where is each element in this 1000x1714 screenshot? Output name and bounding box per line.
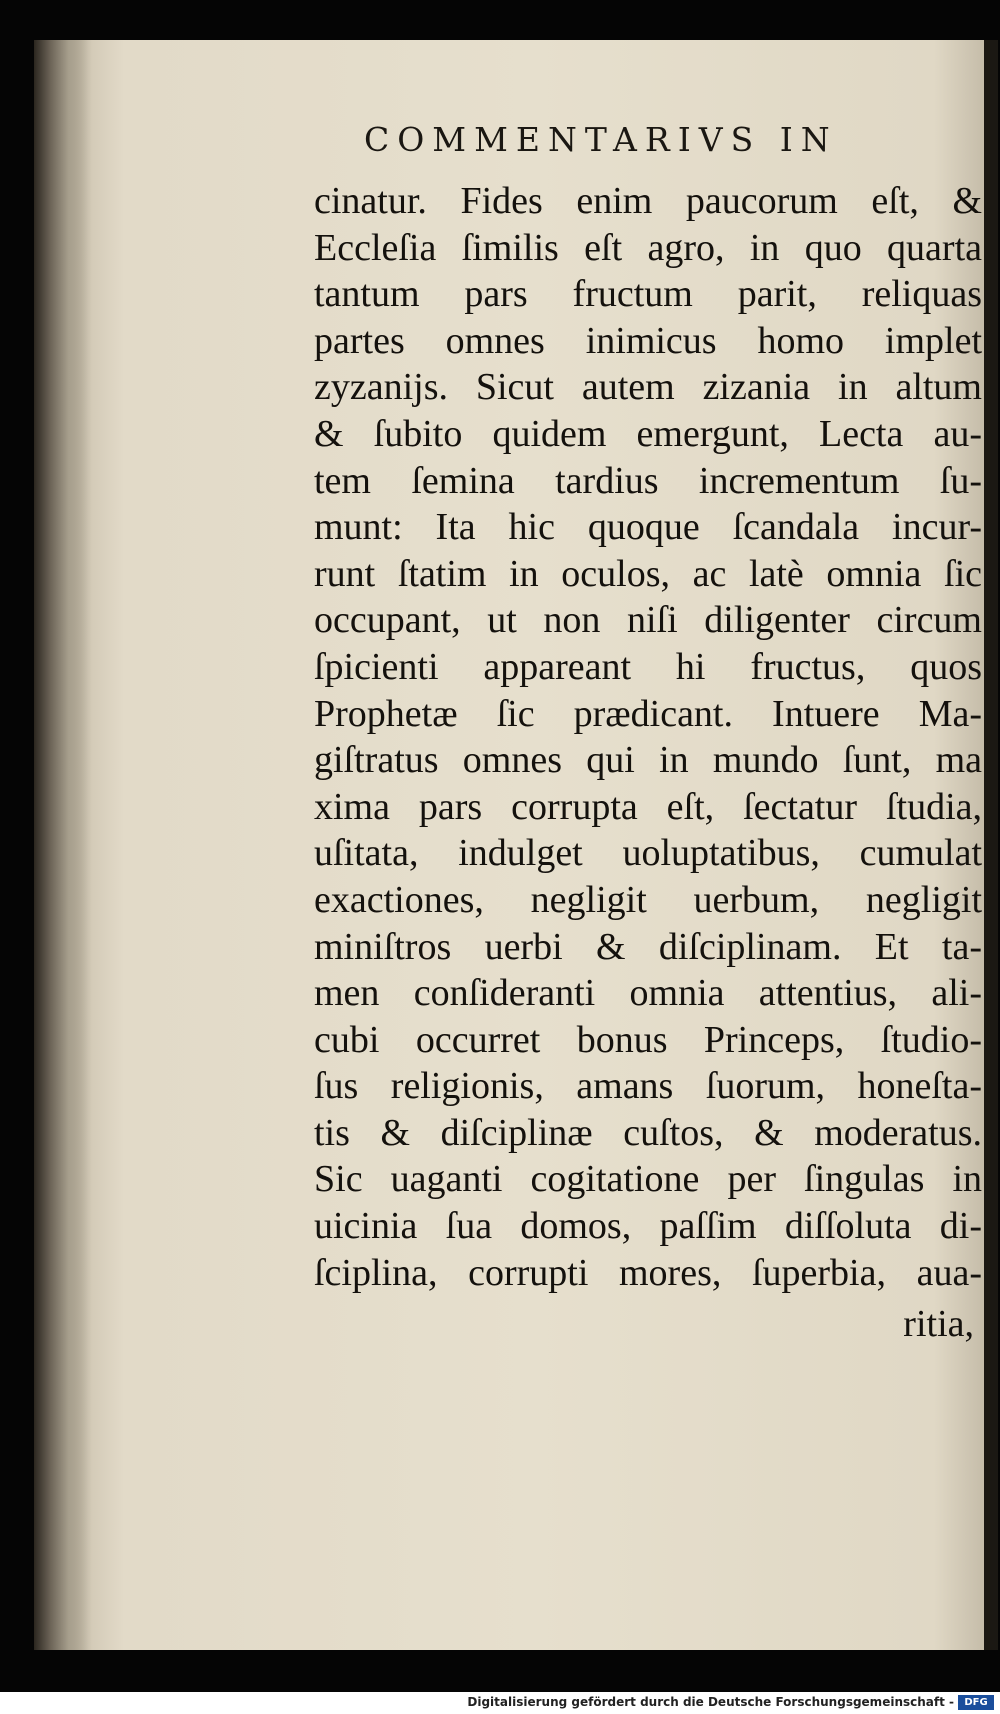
text-line: Sic uaganti cogitatione per ſingulas in bbox=[314, 1158, 982, 1201]
funding-notice: Digitalisierung gefördert durch die Deutsche Forschungsgemeinschaft - bbox=[467, 1695, 954, 1709]
text-line: munt: Ita hic quoque ſcandala incur- bbox=[314, 506, 982, 549]
text-line: ſciplina, corrupti mores, ſuperbia, aua- bbox=[314, 1251, 982, 1294]
text-line: partes omnes inimicus homo implet bbox=[314, 319, 982, 362]
text-line: tem ſemina tardius incrementum ſu- bbox=[314, 459, 982, 502]
running-head: COMMENTARIVS IN bbox=[364, 120, 838, 159]
text-line: miniſtros uerbi & diſciplinam. Et ta- bbox=[314, 925, 982, 968]
text-line: zyzanijs. Sicut autem zizania in altum bbox=[314, 366, 982, 409]
text-line: uſitata, indulget uoluptatibus, cumulat bbox=[314, 832, 982, 875]
dfg-logo: DFG bbox=[958, 1695, 994, 1710]
text-line: cinatur. Fides enim paucorum eſt, & bbox=[314, 180, 982, 222]
page-edge bbox=[984, 40, 998, 1650]
text-line: & ſubito quidem emergunt, Lecta au- bbox=[314, 412, 982, 455]
text-line: cubi occurret bonus Princeps, ſtudio- bbox=[314, 1018, 982, 1061]
text-line: xima pars corrupta eſt, ſectatur ſtudia, bbox=[314, 785, 982, 828]
text-line: occupant, ut non niſi diligenter circum bbox=[314, 599, 982, 642]
text-line: tis & diſciplinæ cuſtos, & moderatus. bbox=[314, 1111, 982, 1154]
text-line: ſus religionis, amans ſuorum, honeſta- bbox=[314, 1065, 982, 1108]
text-line: Eccleſia ſimilis eſt agro, in quo quarta bbox=[314, 226, 982, 269]
text-line: runt ſtatim in oculos, ac latè omnia ſic bbox=[314, 552, 982, 595]
text-line: Prophetæ ſic prædicant. Intuere Ma- bbox=[314, 692, 982, 735]
text-line: men conſideranti omnia attentius, ali- bbox=[314, 972, 982, 1015]
text-line: giſtratus omnes qui in mundo ſunt, ma bbox=[314, 739, 982, 782]
body-text bbox=[314, 178, 982, 1296]
catchword: ritia, bbox=[903, 1303, 974, 1345]
text-line: ſpicienti appareant hi fructus, quos bbox=[314, 645, 982, 688]
gutter-shadow bbox=[34, 40, 92, 1650]
text-line: tantum pars fructum parit, reliquas bbox=[314, 273, 982, 316]
text-line: uicinia ſua domos, paſſim diſſoluta di- bbox=[314, 1205, 982, 1248]
footer-bar bbox=[0, 1692, 1000, 1714]
text-line: exactiones, negligit uerbum, negligit bbox=[314, 878, 982, 921]
